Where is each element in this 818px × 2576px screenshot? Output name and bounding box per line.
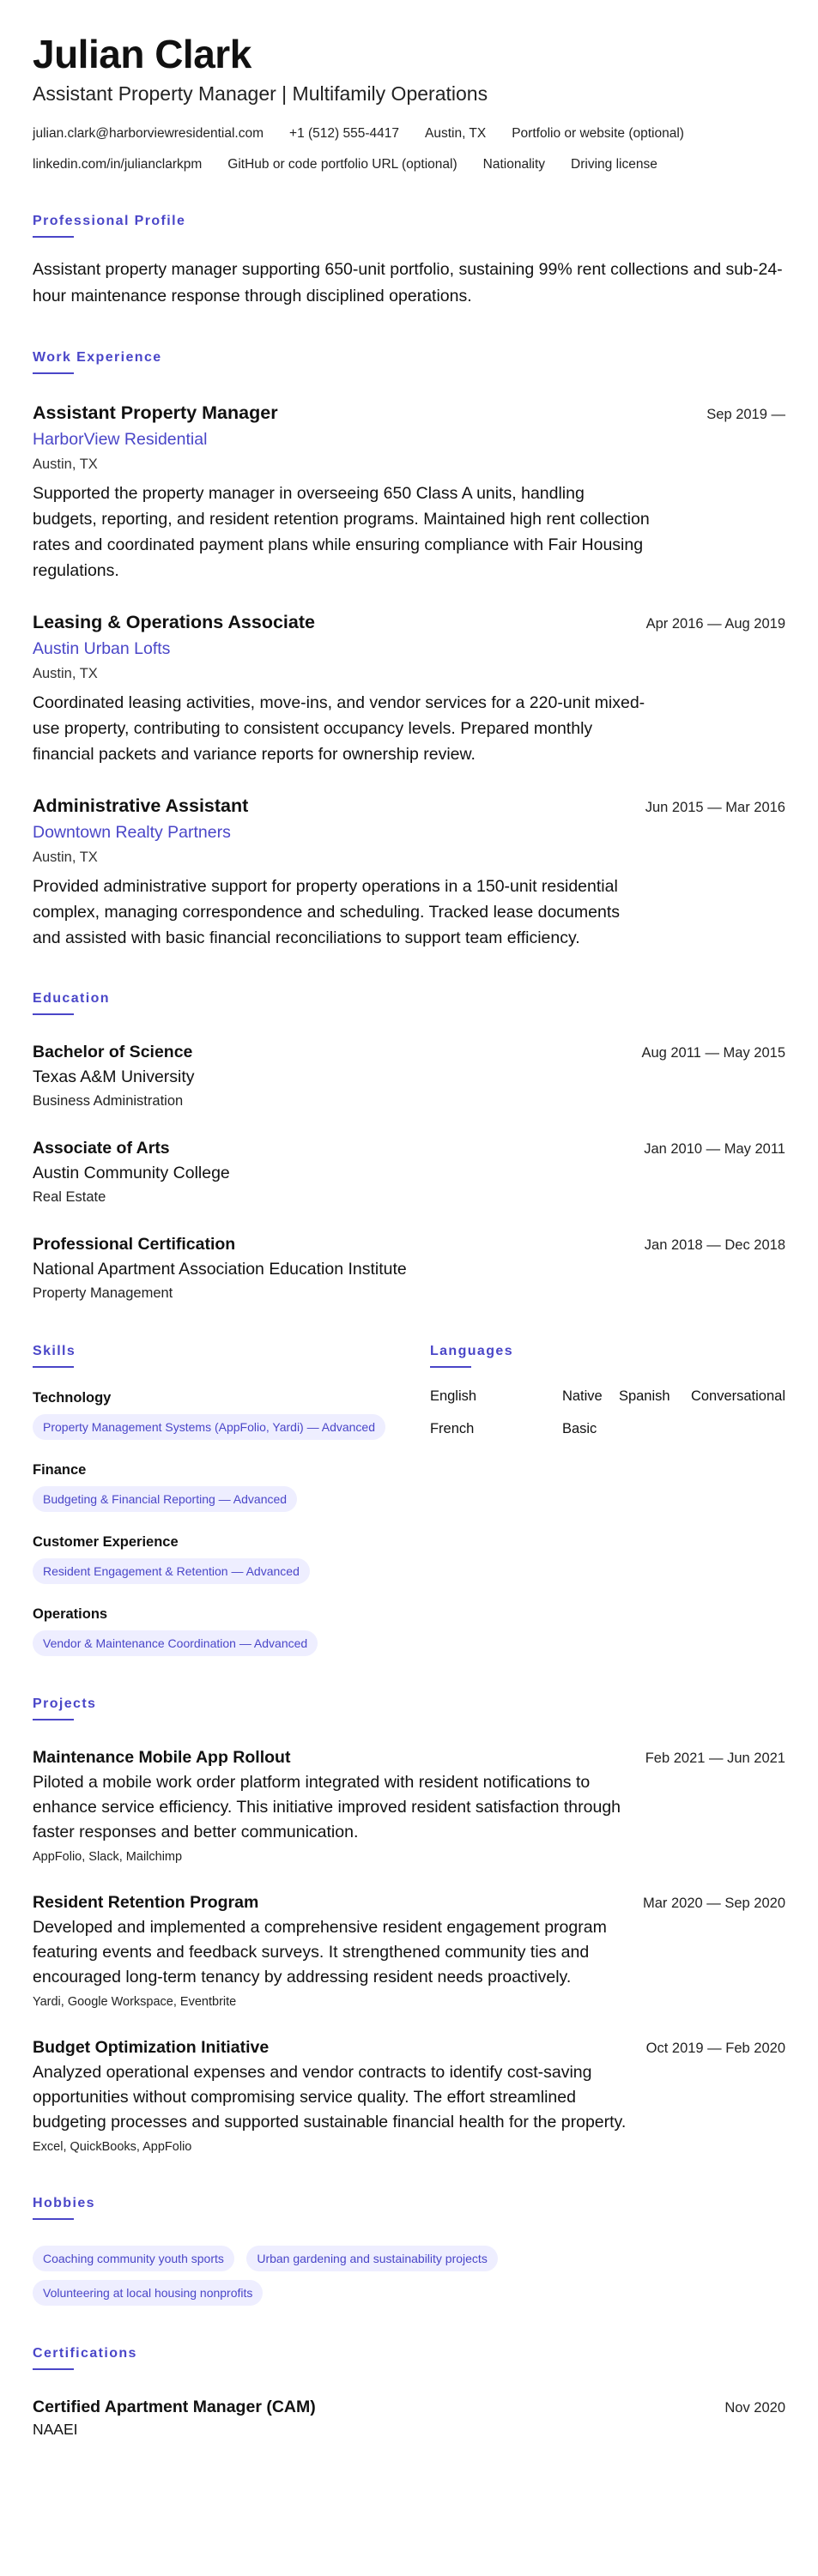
language-list — [430, 1387, 785, 1438]
section-divider — [33, 2218, 74, 2220]
contact-nationality: Nationality — [482, 157, 546, 172]
skill-group — [33, 1460, 399, 1512]
certification-name: Certified Apartment Manager (CAM) — [33, 2398, 316, 2416]
project-dates: Feb 2021 — Jun 2021 — [645, 1751, 785, 1766]
languages-section — [430, 1343, 785, 1656]
section-divider — [430, 1366, 471, 1368]
company-name: Austin Urban Lofts — [33, 639, 171, 658]
school-name: National Apartment Association Education Institute — [33, 1260, 407, 1279]
candidate-headline: Assistant Property Manager | Multifamily Operations — [33, 82, 488, 105]
experience-entry — [33, 400, 785, 584]
section-title: Projects — [33, 1696, 97, 1711]
project-dates: Mar 2020 — Sep 2020 — [642, 1896, 785, 1911]
experience-section — [33, 349, 785, 951]
company-name: Downtown Realty Partners — [33, 823, 231, 842]
project-title: Budget Optimization Initiative — [33, 2038, 270, 2057]
contact-email[interactable]: julian.clark@harborviewresidential.com — [33, 126, 264, 141]
certification-issuer: NAAEI — [33, 2421, 78, 2438]
skills-languages-row — [33, 1343, 785, 1656]
hobby-pill: Urban gardening and sustainability projects — [246, 2246, 498, 2271]
language-name: Spanish — [618, 1388, 670, 1404]
education-section — [33, 990, 785, 1303]
skill-pill: Property Management Systems (AppFolio, Yardi) — Advanced — [33, 1414, 385, 1440]
job-description: Coordinated leasing activities, move-ins, and vendor services for a 220-unit mixed-use property, contributing to consistent occupancy levels. Prepared monthly financial packets and variance reports for ownership review. — [33, 693, 645, 764]
profile-text: Assistant property manager supporting 650-unit portfolio, sustaining 99% rent collections and sub-24-hour maintenance response through disciplined operations. — [33, 260, 783, 305]
language-row — [430, 1419, 785, 1438]
education-dates: Jan 2010 — May 2011 — [644, 1141, 785, 1157]
candidate-name: Julian Clark — [33, 32, 251, 76]
skill-pill: Vendor & Maintenance Coordination — Advanced — [33, 1630, 318, 1656]
profile-section — [33, 213, 785, 310]
experience-entry — [33, 609, 785, 767]
certification-entry — [33, 2396, 785, 2440]
company-name: HarborView Residential — [33, 430, 208, 449]
study-field: Property Management — [33, 1285, 173, 1301]
degree-name: Professional Certification — [33, 1235, 236, 1254]
contact-portfolio[interactable]: Portfolio or website (optional) — [512, 126, 684, 141]
section-title: Hobbies — [33, 2196, 95, 2210]
skill-category: Operations — [33, 1606, 108, 1622]
hobby-pill: Volunteering at local housing nonprofits — [33, 2280, 263, 2306]
project-tools: Excel, QuickBooks, AppFolio — [33, 2140, 192, 2154]
project-dates: Oct 2019 — Feb 2020 — [645, 2041, 785, 2056]
skill-category: Technology — [33, 1390, 112, 1406]
hobbies-section — [33, 2195, 785, 2306]
project-description: Developed and implemented a comprehensive resident engagement program featuring events and feedback surveys. It strengthened community ties and encouraged long-term tenancy by addressing resident needs proactively. — [33, 1918, 607, 1986]
job-title: Assistant Property Manager — [33, 402, 278, 423]
experience-entry — [33, 793, 785, 951]
section-title: Certifications — [33, 2346, 137, 2361]
section-divider — [33, 372, 74, 374]
language-level: Basic — [561, 1421, 597, 1436]
skill-group — [33, 1388, 399, 1440]
education-entry — [33, 1041, 785, 1111]
section-title: Professional Profile — [33, 214, 186, 228]
job-title: Leasing & Operations Associate — [33, 612, 315, 632]
section-divider — [33, 1013, 74, 1015]
study-field: Business Administration — [33, 1093, 184, 1109]
section-divider — [33, 1366, 74, 1368]
project-tools: Yardi, Google Workspace, Eventbrite — [33, 1995, 237, 2009]
section-title: Work Experience — [33, 350, 162, 365]
contact-driving-license: Driving license — [571, 157, 657, 172]
project-entry — [33, 2036, 785, 2156]
certification-date: Nov 2020 — [724, 2400, 785, 2416]
degree-name: Associate of Arts — [33, 1139, 170, 1158]
job-location: Austin, TX — [33, 457, 98, 472]
skill-pill: Resident Engagement & Retention — Advanced — [33, 1558, 310, 1584]
projects-section — [33, 1696, 785, 2156]
project-entry — [33, 1746, 785, 1865]
job-dates: Apr 2016 — Aug 2019 — [645, 616, 785, 632]
skill-pill: Budgeting & Financial Reporting — Advanced — [33, 1486, 297, 1512]
degree-name: Bachelor of Science — [33, 1043, 193, 1061]
certifications-section — [33, 2345, 785, 2440]
section-divider — [33, 236, 74, 238]
education-entry — [33, 1137, 785, 1207]
section-title: Languages — [429, 1344, 513, 1358]
hobby-list — [33, 2237, 633, 2306]
contact-github[interactable]: GitHub or code portfolio URL (optional) — [227, 157, 457, 172]
section-title: Skills — [33, 1344, 76, 1358]
language-level: Native — [561, 1388, 603, 1404]
section-divider — [33, 2368, 74, 2370]
contact-linkedin[interactable]: linkedin.com/in/julianclarkpm — [33, 157, 203, 172]
project-title: Maintenance Mobile App Rollout — [33, 1748, 291, 1767]
education-entry — [33, 1233, 785, 1303]
language-name: French — [429, 1421, 475, 1436]
skill-category: Finance — [33, 1462, 87, 1478]
contact-phone[interactable]: +1 (512) 555-4417 — [289, 126, 399, 141]
school-name: Texas A&M University — [33, 1067, 195, 1086]
project-description: Piloted a mobile work order platform integrated with resident notifications to enhance service efficiency. This initiative improved resident satisfaction through faster responses and better communication. — [33, 1773, 621, 1841]
job-description: Supported the property manager in overseeing 650 Class A units, handling budgets, reporting, and resident retention programs. Maintained high rent collection rates and coordinated payment plans while ensuring compliance with Fair Housing regulations. — [33, 484, 650, 580]
job-location: Austin, TX — [33, 666, 98, 681]
section-divider — [33, 1719, 74, 1720]
contact-location: Austin, TX — [425, 126, 487, 141]
job-dates: Jun 2015 — Mar 2016 — [645, 800, 785, 815]
job-dates: Sep 2019 — — [706, 407, 785, 422]
project-description: Analyzed operational expenses and vendor contracts to identify cost-saving opportunities without compromising service quality. The effort streamlined budgeting processes and supported sustainable financial health for the property. — [33, 2063, 627, 2132]
job-title: Administrative Assistant — [33, 795, 249, 816]
skill-group — [33, 1605, 399, 1656]
contact-list — [33, 125, 785, 173]
skill-group — [33, 1533, 399, 1584]
study-field: Real Estate — [33, 1189, 106, 1205]
project-entry — [33, 1891, 785, 2011]
language-level: Conversational — [690, 1388, 785, 1404]
language-row — [430, 1387, 785, 1406]
education-dates: Jan 2018 — Dec 2018 — [644, 1237, 785, 1253]
project-tools: AppFolio, Slack, Mailchimp — [33, 1850, 183, 1864]
school-name: Austin Community College — [33, 1164, 230, 1182]
skills-section — [33, 1343, 430, 1656]
language-name: English — [429, 1388, 477, 1404]
job-description: Provided administrative support for property operations in a 150-unit residential complex, managing correspondence and scheduling. Tracked lease documents and assisted with basic financial reconciliations to support team efficiency. — [33, 877, 620, 947]
hobby-pill: Coaching community youth sports — [33, 2246, 234, 2271]
project-title: Resident Retention Program — [33, 1893, 259, 1912]
skill-category: Customer Experience — [33, 1534, 179, 1550]
job-location: Austin, TX — [33, 850, 98, 865]
education-dates: Aug 2011 — May 2015 — [641, 1045, 785, 1061]
section-title: Education — [33, 991, 110, 1006]
resume-header — [33, 31, 785, 173]
